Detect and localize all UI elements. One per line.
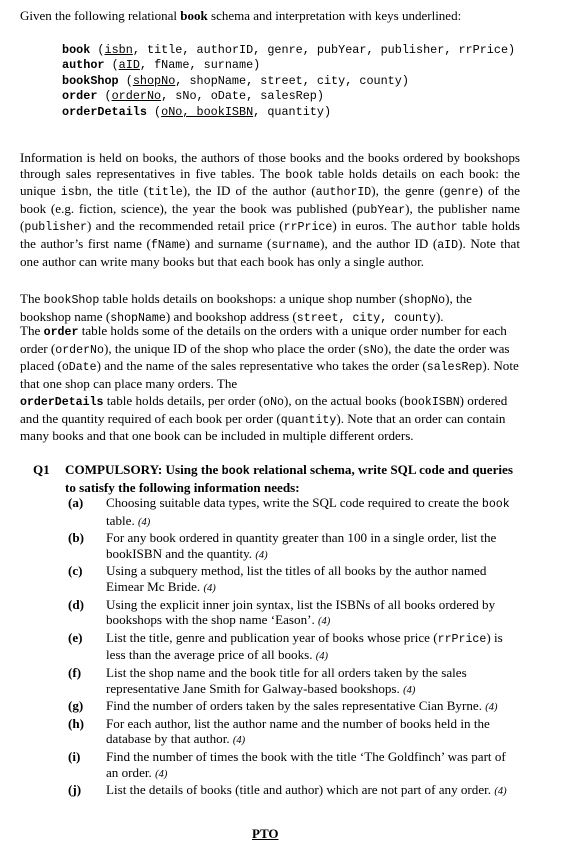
question-c: (c) Using a subquery method, list the titles of all books by the author named Eimear Mc Bride. (4) [68,563,487,594]
schema-block [62,43,532,120]
schema-bookshop: bookShop (shopNo, shopName, street, city, county) [62,73,409,88]
paragraph-books-authors: Information is held on books, the authors of those books and the books ordered by bookshops through sales representatives in five tables. The book table holds details on each book: the unique isbn, the title (title), the ID of the author (authorID), the genre (genre) of the book (e.g. fiction, science), the year the book was published (pubYear), the publisher name (publisher) and the recommended retail price (rrPrice) in euros. The author table holds the author’s first name (fName) and surname (surname), and the author ID (aID). Note that one author can write many books but that each book has only a single author. [20,150,520,269]
intro-text: Given the following relational book schema and interpretation with keys underlined: [20,8,462,23]
paragraph-orderdetails: orderDetails table holds details, per order (oNo), on the actual books (bookISBN) ordered and the quantity required of each book per order (quantity). Note that an order can contain many books and that one book can be included in multiple different orders. [20,393,508,444]
question-b: (b) For any book ordered in quantity greater than 100 in a single order, list the bookISBN and the quantity. (4) [68,530,497,561]
question-h: (h) For each author, list the author name and the number of books held in the database by that author. (4) [68,715,490,747]
question-list [68,495,518,800]
schema-orderdetails: orderDetails (oNo, bookISBN, quantity) [62,104,332,119]
schema-author: author (aID, fName, surname) [62,58,261,73]
schema-order: order (orderNo, sNo, oDate, salesRep) [62,89,324,104]
question-f: (f) List the shop name and the book title for all orders taken by the sales representative Jane Smith for Galway-based bookshops. (4) [68,664,467,696]
question-1-text: COMPULSORY: Using the book relational schema, write SQL code and queries to satisfy the following information needs: [65,462,513,495]
question-e: (e) List the title, genre and publication year of books whose price (rrPrice) is less than the average price of all books. (4) [68,629,503,663]
schema-book: book (isbn, title, authorID, genre, pubYear, publisher, rrPrice) [62,43,516,57]
question-i: (i) Find the number of times the book with the title ‘The Goldfinch’ was part of an order. (4) [68,748,506,780]
paragraph-order: The order table holds some of the details on the orders with a unique order number for each order (orderNo), the unique ID of the shop who place the order (sNo), the date the order was placed (oDate) and the name of the sales representative who takes the order (salesRep). Note that one shop can place many orders. The [20,323,519,391]
question-number: Q1 [33,462,50,477]
question-g: (g) Find the number of orders taken by the sales representative Cian Byrne. (4) [68,698,498,714]
question-a: (a) Choosing suitable data types, write the SQL code required to create the book table. (4) [68,495,510,528]
paragraph-bookshop: The bookShop table holds details on bookshops: a unique shop number (shopNo), the bookshop name (shopName) and bookshop address (street, city, county). [20,291,472,325]
question-j: (j) List the details of books (title and author) which are not part of any order. (4) [68,782,507,798]
question-d: (d) Using the explicit inner join syntax, list the ISBNs of all books ordered by bookshops with the shop name ‘Eason’. (4) [68,596,496,628]
pto-label: PTO [252,826,279,841]
